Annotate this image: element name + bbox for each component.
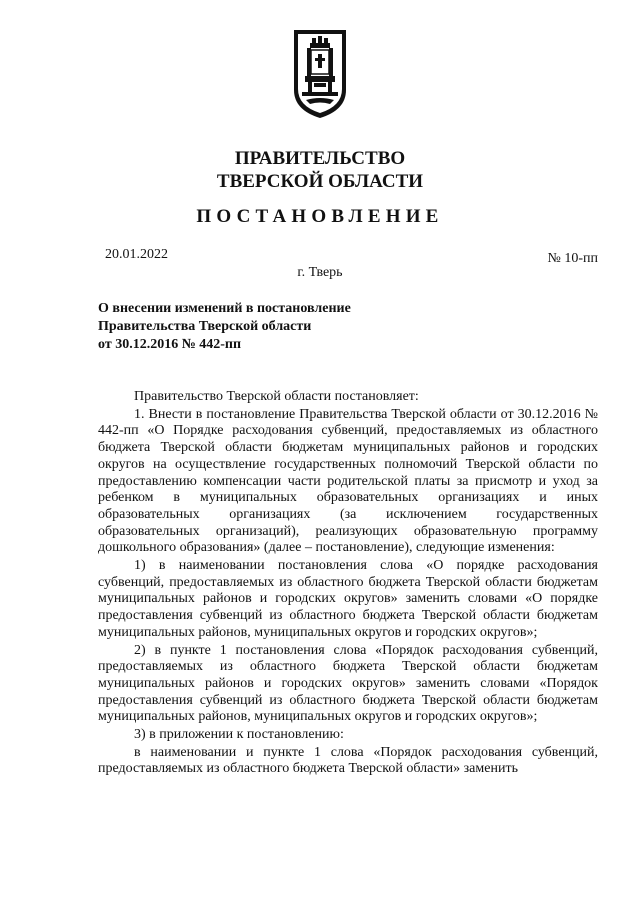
body-paragraph-1-3: 3) в приложении к постановлению: bbox=[134, 727, 344, 743]
tver-coat-of-arms-icon bbox=[292, 28, 348, 120]
subject-line1: О внесении изменений в постановление bbox=[98, 301, 351, 316]
document-number: № 10-пп bbox=[547, 251, 598, 266]
subject-line2: Правительства Тверской области bbox=[98, 319, 312, 334]
document-date: 20.01.2022 bbox=[105, 247, 168, 262]
government-title-line2: ТВЕРСКОЙ ОБЛАСТИ bbox=[216, 171, 424, 192]
body-paragraph-1: 1. Внести в постановление Правительства Тверской области от 30.12.2016 № 442-пп «О Порядке расходования субвенций, предоставляемых из областного бюджета Тверской области бюджетам муниципальных районов и городских округов на осуществление государственных полномочий Тверской области по предоставлению компенсации части родительской платы за присмотр и уход за ребенком в муниципальных образовательных организациях и иных образовательных организациях (за исключением государственных образовательных организаций), реализующих образовательную программу дошкольного образования» (далее – постановление), следующие изменения: bbox=[98, 406, 598, 556]
body-paragraph-1-1: 1) в наименовании постановления слова «О порядке расходования субвенций, предоставляемых из областного бюджета Тверской области бюджетам муниципальных районов и городских округов» заменить словами «О порядке предоставления субвенций из областного бюджета Тверской области бюджетам муниципальных районов, муниципальных округов и городских округов»; bbox=[98, 558, 598, 640]
government-title bbox=[0, 147, 640, 193]
government-title-line1: ПРАВИТЕЛЬСТВО bbox=[234, 148, 406, 169]
document-city: г. Тверь bbox=[297, 265, 343, 280]
body-paragraph-1-3-a: в наименовании и пункте 1 слова «Порядок расходования субвенций, предоставляемых из областного бюджета Тверской области» заменить bbox=[98, 744, 598, 777]
body-paragraph-1-2: 2) в пункте 1 постановления слова «Порядок расходования субвенций, предоставляемых из областного бюджета Тверской области бюджетам муниципальных районов и городских округов» заменить словами «Порядок предоставления субвенций из областного бюджета Тверской области бюджетам муниципальных районов, муниципальных округов и городских округов»; bbox=[98, 642, 598, 725]
document-body bbox=[98, 389, 598, 778]
body-paragraph-intro: Правительство Тверской области постановляет: bbox=[134, 389, 419, 404]
document-subject bbox=[98, 300, 351, 354]
document-type: ПОСТАНОВЛЕНИЕ bbox=[196, 206, 444, 227]
subject-line3: от 30.12.2016 № 442-пп bbox=[98, 337, 242, 352]
